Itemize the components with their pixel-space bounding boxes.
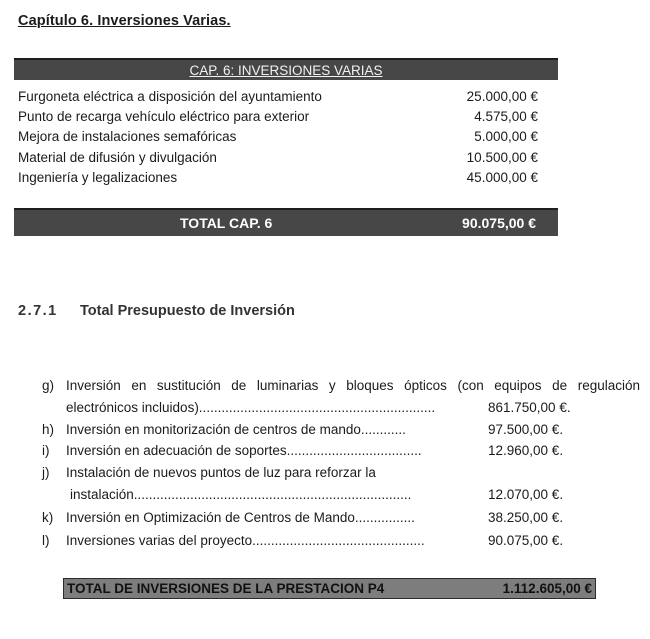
investment-text-line: Inversiones varias del proyecto.............................................. (66, 533, 425, 548)
investment-text-line: Instalación de nuevos puntos de luz para reforzar la (66, 465, 376, 480)
budget-item-amount: 45.000,00 € (466, 170, 538, 185)
investment-text-line: Inversión en monitorización de centros de mando............ (66, 422, 406, 437)
budget-item-amount: 5.000,00 € (474, 129, 538, 144)
investment-item-g-continued (0, 400, 650, 420)
investment-amount: 12.960,00 €. (488, 443, 564, 458)
budget-item-amount: 4.575,00 € (474, 109, 538, 124)
chapter-total-label: TOTAL CAP. 6 (180, 215, 273, 231)
chapter-table-header (14, 58, 558, 80)
budget-item-amount: 10.500,00 € (466, 150, 538, 165)
investment-item-h (0, 422, 650, 442)
budget-item-row (18, 150, 538, 170)
chapter-total-amount: 90.075,00 € (462, 215, 536, 231)
investment-letter: k) (42, 510, 54, 525)
investment-item-j-continued (0, 487, 650, 507)
grand-total-bar (63, 578, 596, 599)
investment-text-line: instalación.......................................................................... (70, 487, 412, 502)
investment-item-i (0, 443, 650, 463)
investment-amount: 97.500,00 €. (488, 422, 564, 437)
budget-item-label: Mejora de instalaciones semafóricas (18, 129, 237, 144)
investment-text-line: electrónicos incluidos)............................................................... (66, 400, 436, 415)
investment-item-j (0, 465, 650, 485)
investment-letter: l) (42, 533, 50, 548)
section-title: Total Presupuesto de Inversión (80, 303, 295, 319)
investment-amount: 90.075,00 €. (488, 533, 564, 548)
budget-item-amount: 25.000,00 € (466, 89, 538, 104)
chapter-total-bar (14, 208, 558, 236)
investment-letter: h) (42, 422, 55, 437)
grand-total-amount: 1.112.605,00 € (502, 581, 592, 596)
budget-item-label: Ingeniería y legalizaciones (18, 170, 178, 185)
budget-item-row (18, 170, 538, 190)
investment-letter: g) (42, 378, 55, 393)
chapter-title: Capítulo 6. Inversiones Varias. (18, 13, 231, 29)
investment-amount: 12.070,00 €. (488, 487, 564, 502)
investment-item-k (0, 510, 650, 530)
budget-item-label: Punto de recarga vehículo eléctrico para exterior (18, 109, 310, 124)
budget-item-label: Material de difusión y divulgación (18, 150, 217, 165)
investment-item-l (0, 533, 650, 553)
investment-amount: 38.250,00 €. (488, 510, 564, 525)
grand-total-label: TOTAL DE INVERSIONES DE LA PRESTACION P4 (67, 581, 385, 596)
investment-text-line: Inversión en adecuación de soportes.................................... (66, 443, 422, 458)
budget-item-row (18, 109, 538, 129)
budget-item-row (18, 89, 538, 109)
investment-letter: j) (42, 465, 50, 480)
investment-letter: i) (42, 443, 50, 458)
investment-amount: 861.750,00 €. (488, 400, 571, 415)
chapter-table-header-text: CAP. 6: INVERSIONES VARIAS (189, 63, 383, 78)
section-number: 2.7.1 (18, 303, 58, 319)
budget-item-row (18, 129, 538, 149)
investment-text-line: Inversión en Optimización de Centros de Mando................ (66, 510, 415, 525)
budget-item-label: Furgoneta eléctrica a disposición del ayuntamiento (18, 89, 322, 104)
section-heading (18, 303, 295, 319)
investment-text-line: Inversión en sustitución de luminarias y bloques ópticos (con equipos de regulación (66, 378, 640, 393)
